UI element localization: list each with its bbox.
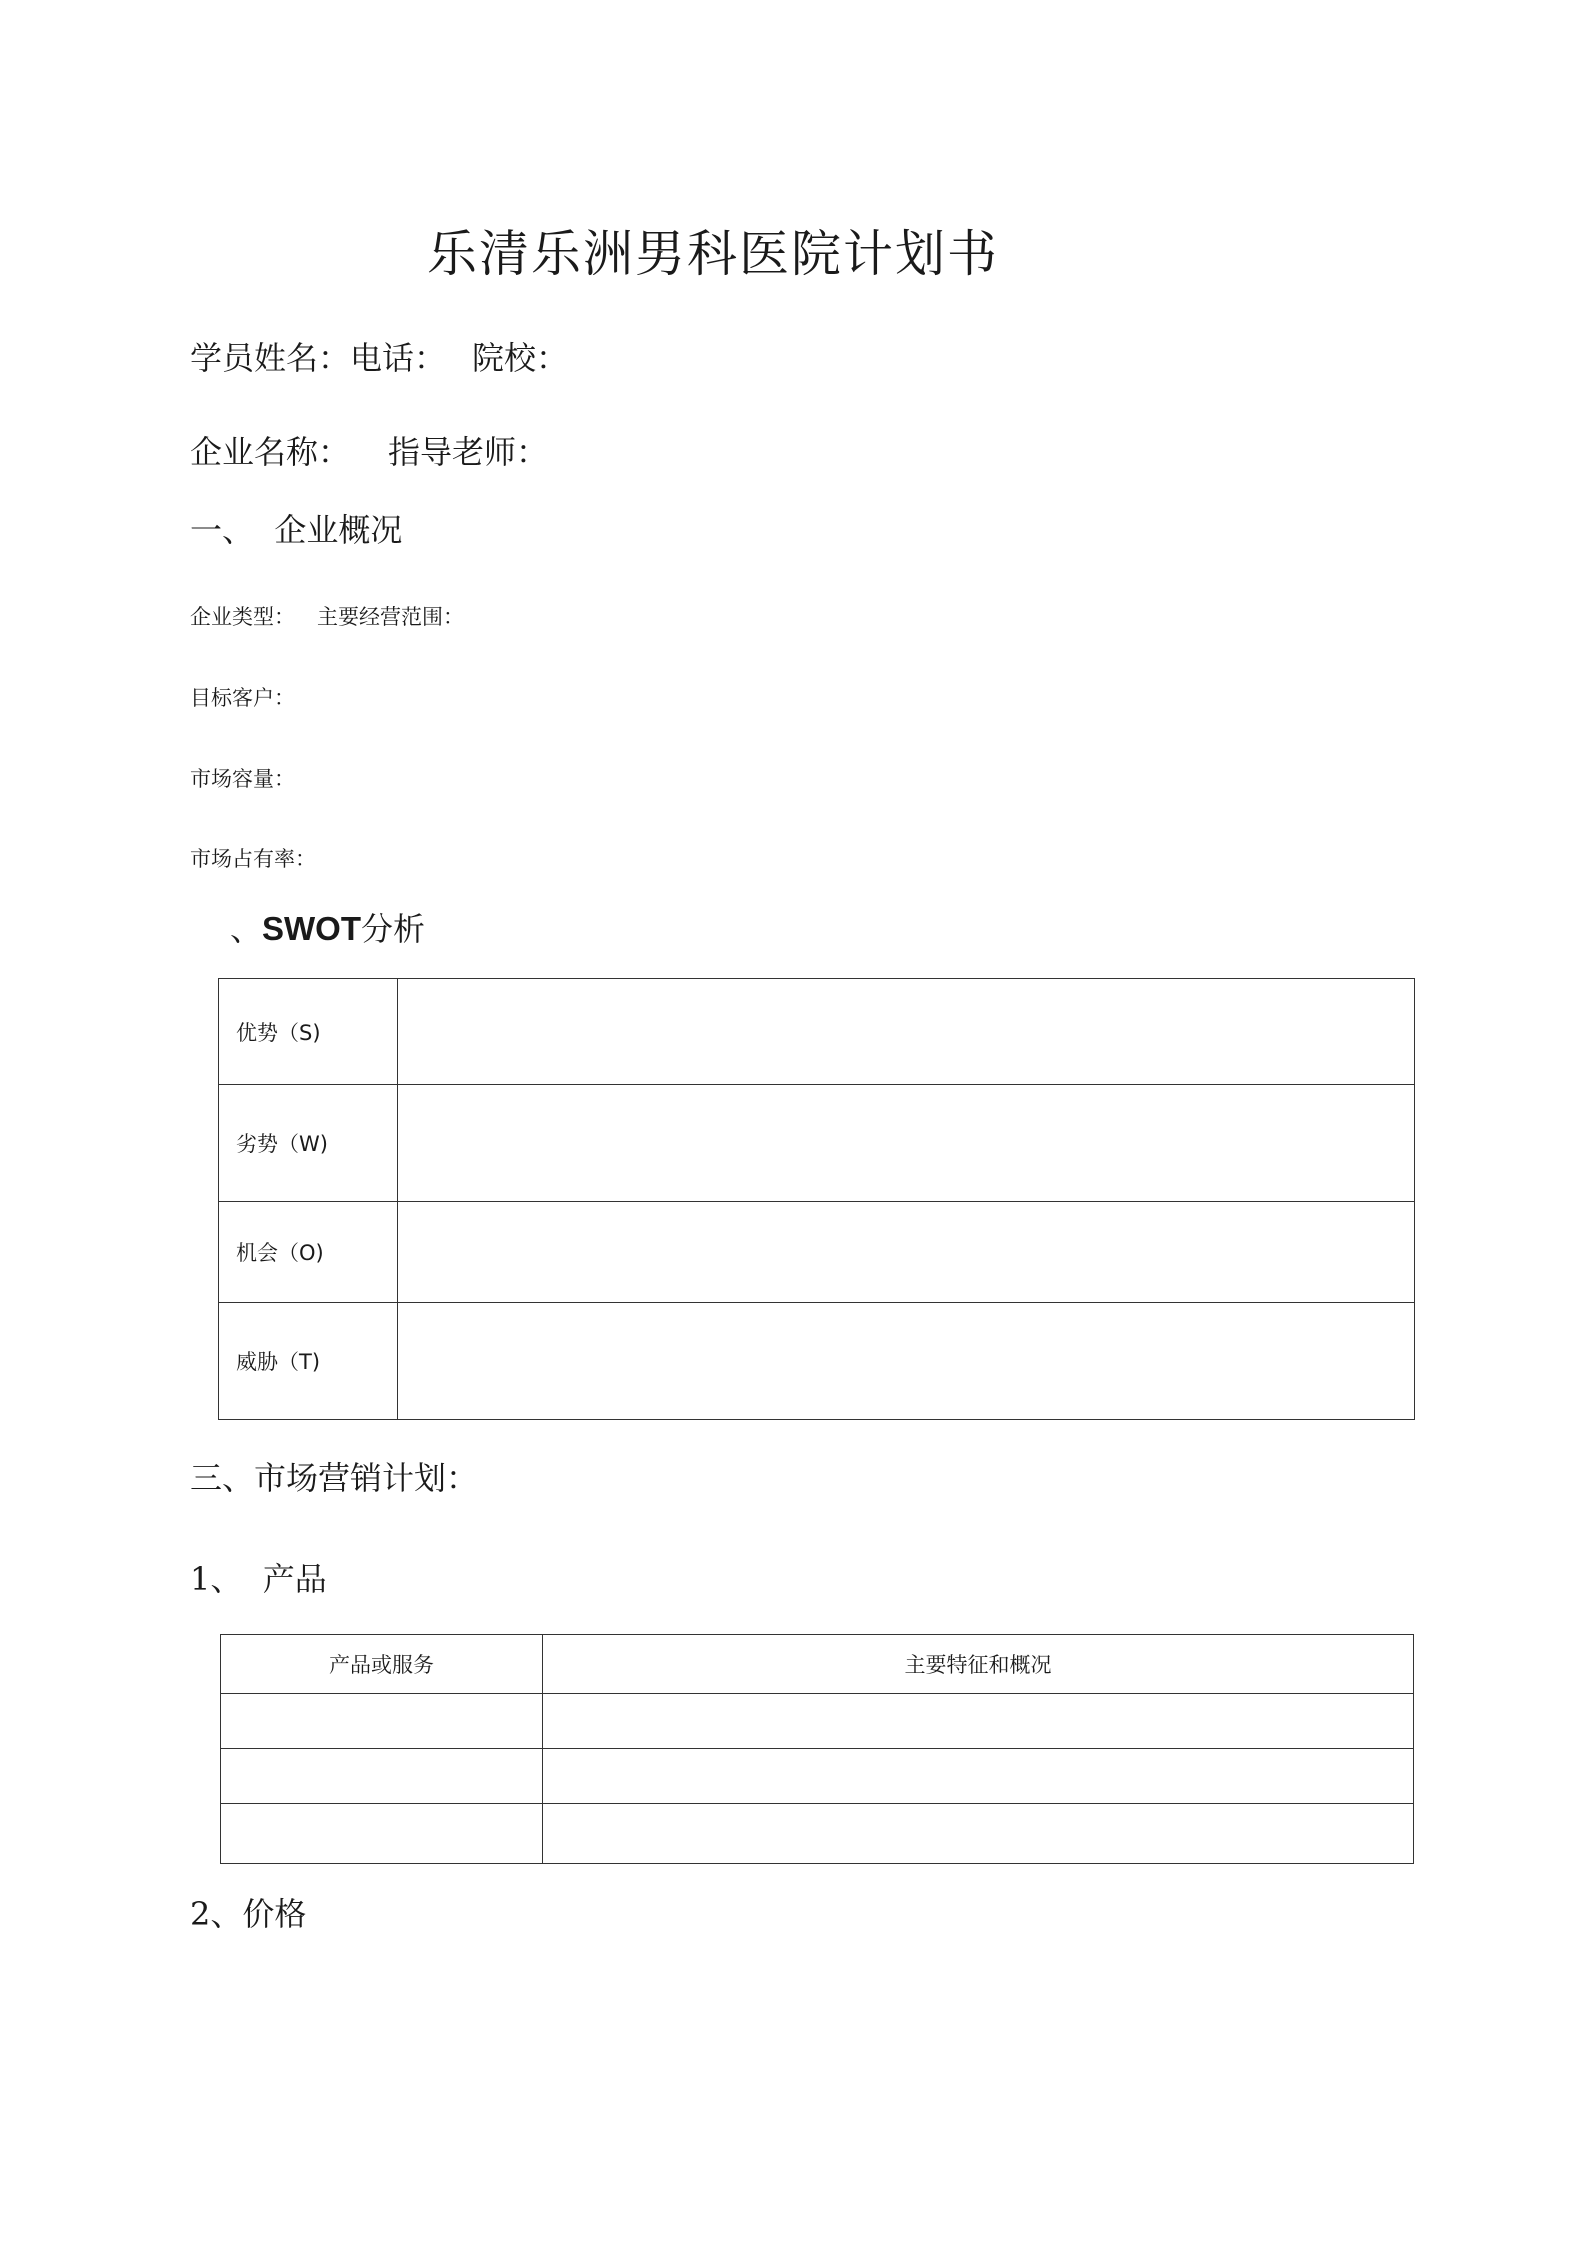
section2-heading-swot: SWOT [262, 910, 361, 947]
table-row [221, 1749, 1414, 1804]
table-row [219, 1303, 1415, 1420]
features-cell[interactable] [543, 1804, 1414, 1864]
section2-heading-suffix: 分析 [361, 910, 426, 948]
company-type-label: 企业类型： [190, 605, 295, 629]
product-subheading: 1、 产品 [190, 1560, 327, 1598]
section2-heading-prefix: 、 [230, 910, 263, 948]
product-cell[interactable] [221, 1749, 543, 1804]
product-column-header: 产品或服务 [221, 1635, 543, 1694]
company-info-line [190, 427, 548, 473]
swot-strength-label: 优势（S) [219, 979, 398, 1085]
section2-heading [230, 904, 425, 950]
table-row [219, 979, 1415, 1085]
advisor-label: 指导老师： [388, 433, 549, 471]
table-row [219, 1085, 1415, 1202]
table-header-row [221, 1635, 1414, 1694]
target-customers-label: 目标客户： [190, 686, 295, 710]
features-cell[interactable] [543, 1749, 1414, 1804]
swot-opportunity-label: 机会（O) [219, 1202, 398, 1303]
swot-threat-content[interactable] [398, 1303, 1415, 1420]
phone-label: 电话： [350, 339, 447, 377]
product-cell[interactable] [221, 1694, 543, 1749]
business-scope-label: 主要经营范围： [317, 605, 464, 629]
table-row [219, 1202, 1415, 1303]
swot-opportunity-content[interactable] [398, 1202, 1415, 1303]
swot-weakness-content[interactable] [398, 1085, 1415, 1202]
market-share-label: 市场占有率： [190, 847, 316, 871]
company-name-label: 企业名称： [190, 433, 351, 471]
table-row [221, 1694, 1414, 1749]
section1-heading: 一、 企业概况 [190, 511, 403, 549]
school-label: 院校： [472, 339, 569, 377]
document-title: 乐清乐洲男科医院计划书 [427, 225, 999, 283]
features-column-header: 主要特征和概况 [543, 1635, 1414, 1694]
table-row [221, 1804, 1414, 1864]
student-name-label: 学员姓名： [190, 339, 351, 377]
product-cell[interactable] [221, 1804, 543, 1864]
swot-strength-content[interactable] [398, 979, 1415, 1085]
swot-table [218, 978, 1415, 1420]
market-capacity-label: 市场容量： [190, 767, 295, 791]
swot-threat-label: 威胁（T) [219, 1303, 398, 1420]
features-cell[interactable] [543, 1694, 1414, 1749]
swot-weakness-label: 劣势（W) [219, 1085, 398, 1202]
price-subheading: 2、价格 [190, 1895, 307, 1933]
company-type-line [190, 601, 464, 631]
section3-heading: 三、市场营销计划： [190, 1459, 479, 1497]
student-info-line [190, 333, 568, 379]
product-table [220, 1634, 1414, 1864]
